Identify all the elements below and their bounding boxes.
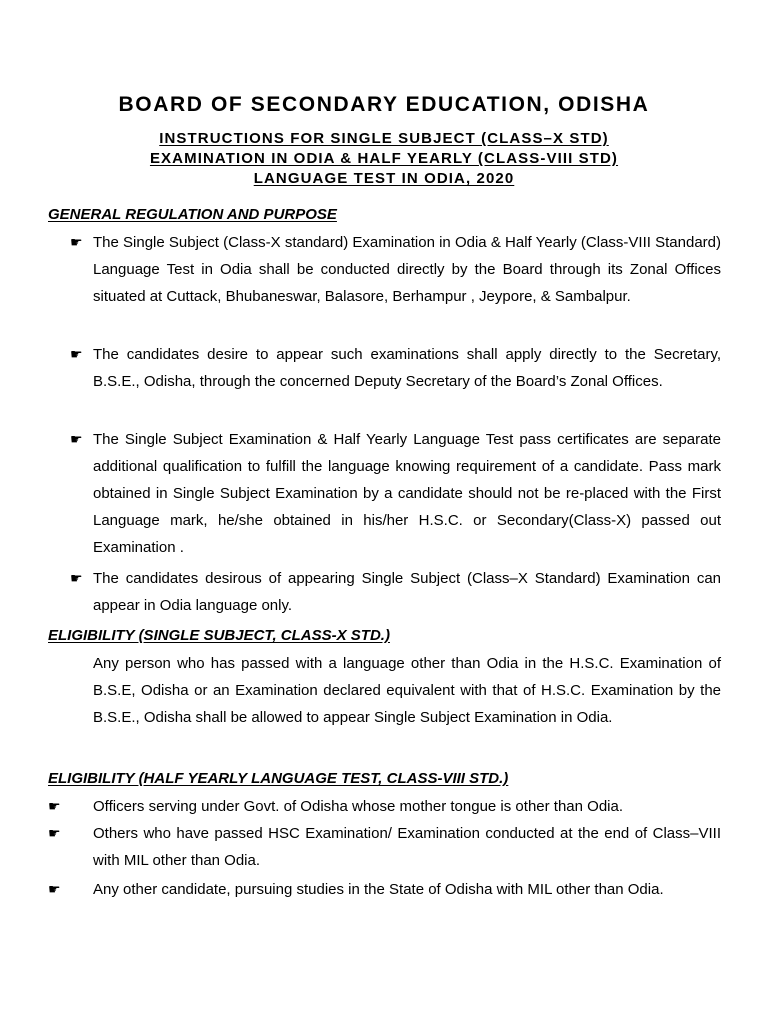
section-heading-general-regulation: GENERAL REGULATION AND PURPOSE — [48, 206, 337, 223]
eligibility-paragraph: Any person who has passed with a language other than Odia in the H.S.C. Examination of B.S.E, Odisha or an Examination declared equivalent with that of H.S.C. Examination by the B.S.E., Odisha shall be allowed to appear Single Subject Examination in Odia. — [93, 655, 721, 726]
pointing-hand-icon: ☛ — [70, 570, 83, 586]
bullet-text: The candidates desire to appear such examinations shall apply directly to the Secretary, B.S.E., Odisha, through the concerned Deputy Secretary of the Board’s Zonal Offices. — [93, 346, 721, 390]
section-heading-eligibility-single-subject: ELIGIBILITY (SINGLE SUBJECT, CLASS-X STD.) — [48, 627, 390, 644]
bullet-text: The candidates desirous of appearing Single Subject (Class–X Standard) Examination can appear in Odia language only. — [93, 570, 721, 614]
pointing-hand-icon: ☛ — [70, 431, 83, 447]
pointing-hand-icon: ☛ — [70, 346, 83, 362]
subtitle-line: LANGUAGE TEST IN ODIA, 2020 — [253, 170, 515, 187]
document-title: BOARD OF SECONDARY EDUCATION, ODISHA — [118, 93, 650, 116]
bullet-text: Any other candidate, pursuing studies in the State of Odisha with MIL other than Odia. — [93, 881, 664, 898]
pointing-hand-icon: ☛ — [48, 825, 61, 841]
pointing-hand-icon: ☛ — [70, 234, 83, 250]
subtitle-line: EXAMINATION IN ODIA & HALF YEARLY (CLASS-VIII STD) — [149, 150, 619, 167]
bullet-text: The Single Subject (Class-X standard) Examination in Odia & Half Yearly (Class-VIII Standard) Language Test in Odia shall be conducted directly by the Board through its Zonal Offices situated at Cuttack, Bhubaneswar, Balasore, Berhampur , Jeypore, & Sambalpur. — [93, 234, 721, 305]
section-heading-eligibility-half-yearly: ELIGIBILITY (HALF YEARLY LANGUAGE TEST, CLASS-VIII STD.) — [48, 770, 509, 787]
bullet-text: Others who have passed HSC Examination/ Examination conducted at the end of Class–VIII with MIL other than Odia. — [93, 825, 721, 869]
pointing-hand-icon: ☛ — [48, 798, 61, 814]
document-subtitle — [0, 129, 768, 189]
subtitle-line: INSTRUCTIONS FOR SINGLE SUBJECT (CLASS–X STD) — [159, 130, 609, 147]
pointing-hand-icon: ☛ — [48, 881, 61, 897]
bullet-text: The Single Subject Examination & Half Yearly Language Test pass certificates are separate additional qualification to fulfill the language knowing requirement of a candidate. Pass mark obtained in Single Subject Examination by a candidate should not be re-placed with the First Language mark, he/she obtained in his/her H.S.C. or Secondary(Class-X) passed out Examination . — [93, 431, 721, 556]
bullet-text: Officers serving under Govt. of Odisha whose mother tongue is other than Odia. — [93, 798, 624, 815]
